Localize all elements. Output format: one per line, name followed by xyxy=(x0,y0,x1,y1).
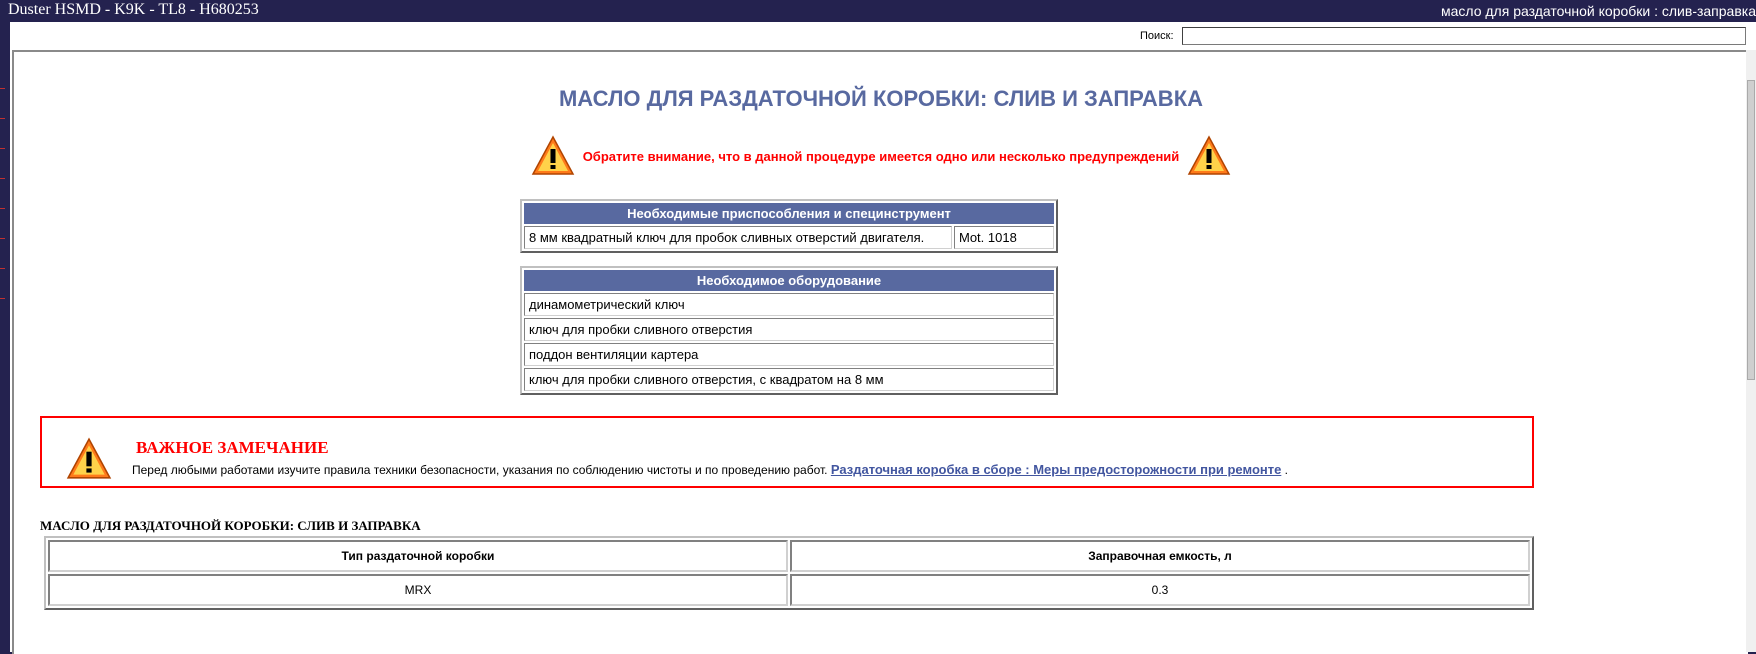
warning-text: Обратите внимание, что в данной процедуре имеется одно или несколько предупреждений xyxy=(582,148,1180,164)
search-input[interactable] xyxy=(1182,27,1746,45)
equipment-table-header: Необходимое оборудование xyxy=(524,270,1054,291)
scrollbar-thumb[interactable] xyxy=(1747,80,1755,380)
column-header-capacity: Заправочная емкость, л xyxy=(790,540,1530,572)
equipment-item: ключ для пробки сливного отверстия, с квадратом на 8 мм xyxy=(524,368,1054,391)
cell-capacity: 0.3 xyxy=(790,574,1530,606)
tool-code: Mot. 1018 xyxy=(954,226,1054,249)
content-area[interactable] xyxy=(12,50,1748,654)
search-label: Поиск: xyxy=(1140,30,1174,42)
precautions-link[interactable]: Раздаточная коробка в сборе : Меры предосторожности при ремонте xyxy=(830,462,1282,477)
vertical-scrollbar[interactable] xyxy=(1746,50,1756,652)
window-title: Duster HSMD - K9K - TL8 - H680253 xyxy=(8,1,259,18)
capacity-table xyxy=(44,536,1534,610)
notice-body: Перед любыми работами изучите правила техники безопасности, указания по соблюдению чистоты и по проведению работ. xyxy=(132,463,828,477)
warning-banner xyxy=(14,134,1748,178)
equipment-item: поддон вентиляции картера xyxy=(524,343,1054,366)
search-bar xyxy=(10,22,1756,48)
equipment-table xyxy=(520,266,1058,395)
column-header-type: Тип раздаточной коробки xyxy=(48,540,788,572)
warning-triangle-icon xyxy=(531,134,575,178)
warning-triangle-icon xyxy=(66,436,112,482)
document-title: масло для раздаточной коробки : слив-заправка xyxy=(1440,3,1756,19)
equipment-item: ключ для пробки сливного отверстия xyxy=(524,318,1054,341)
window-title-bar xyxy=(0,0,1756,22)
section-title: МАСЛО ДЛЯ РАЗДАТОЧНОЙ КОРОБКИ: СЛИВ И ЗАПРАВКА xyxy=(40,518,421,533)
notice-title: ВАЖНОЕ ЗАМЕЧАНИЕ xyxy=(136,438,329,457)
notice-suffix: . xyxy=(1284,463,1289,477)
notice-text xyxy=(132,462,1288,477)
tools-table xyxy=(520,199,1058,253)
table-row xyxy=(524,226,1054,249)
left-strip xyxy=(0,22,10,652)
important-notice xyxy=(40,416,1534,488)
equipment-item: динамометрический ключ xyxy=(524,293,1054,316)
cell-type: MRX xyxy=(48,574,788,606)
warning-triangle-icon xyxy=(1187,134,1231,178)
tools-table-header: Необходимые приспособления и специнструмент xyxy=(524,203,1054,224)
table-row xyxy=(48,574,1530,606)
document-frame xyxy=(10,22,1756,652)
page-title: МАСЛО ДЛЯ РАЗДАТОЧНОЙ КОРОБКИ: СЛИВ И ЗАПРАВКА xyxy=(558,86,1204,111)
tool-description: 8 мм квадратный ключ для пробок сливных отверстий двигателя. xyxy=(524,226,952,249)
